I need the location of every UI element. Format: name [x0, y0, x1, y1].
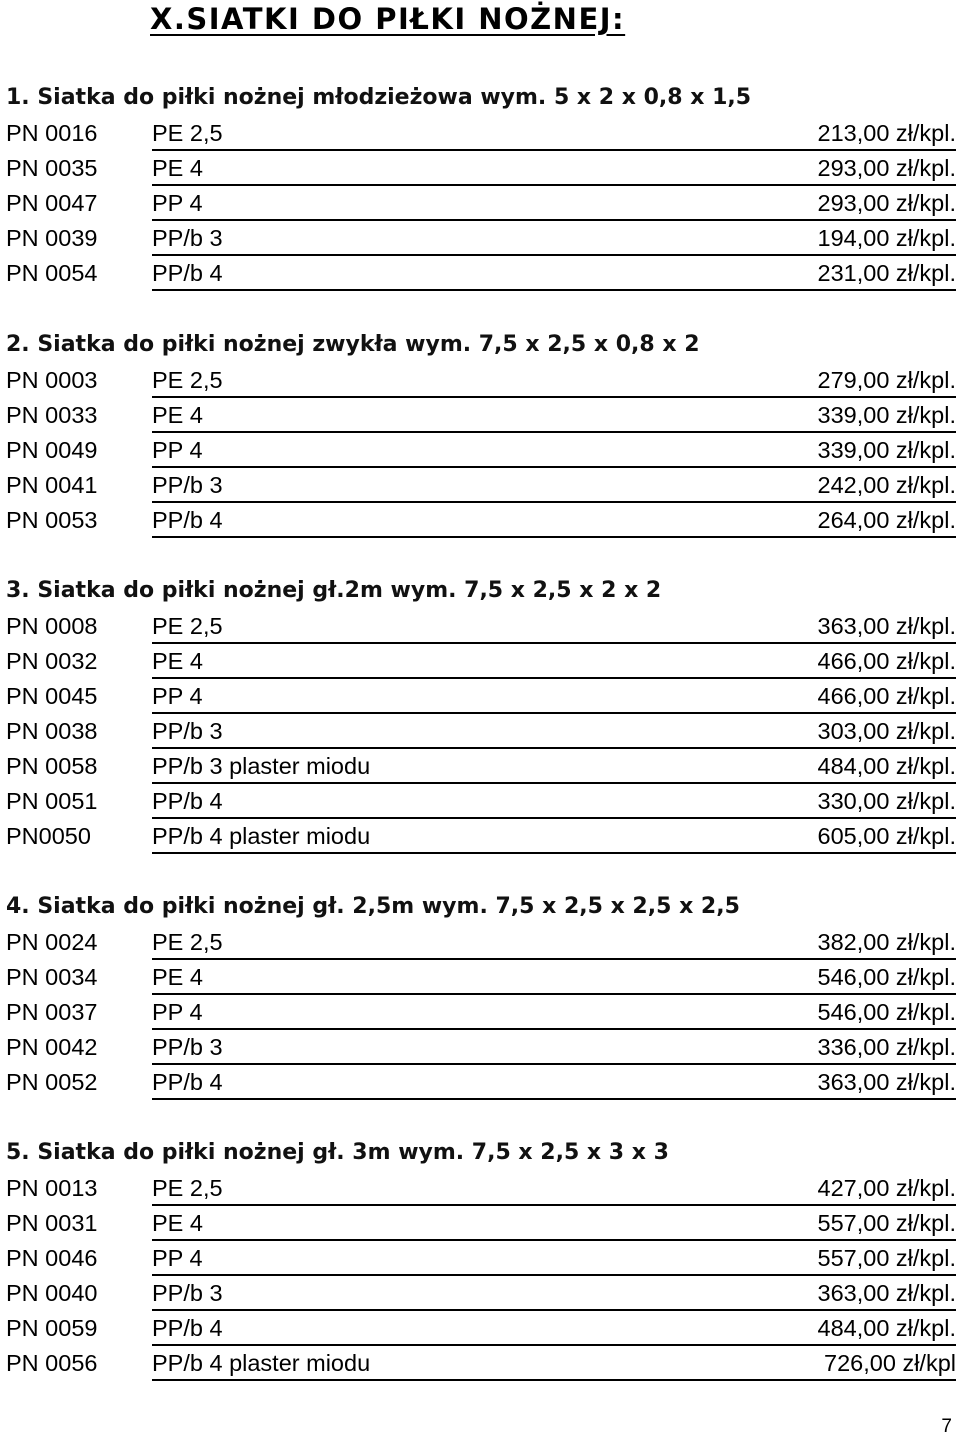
- product-price: 264,00 zł/kpl.: [817, 507, 956, 533]
- price-row: [0, 256, 960, 291]
- product-price: 726,00 zł/kpl: [824, 1350, 956, 1376]
- product-material: PP/b 4: [152, 788, 223, 814]
- product-code: PN 0056: [6, 1350, 98, 1376]
- dotted-line: [152, 714, 956, 749]
- product-code: PN 0013: [6, 1175, 98, 1201]
- dotted-line: [152, 1030, 956, 1065]
- dotted-line: [152, 960, 956, 995]
- dotted-line: [152, 363, 956, 398]
- product-material: PP/b 3: [152, 1034, 223, 1060]
- product-code: PN 0039: [6, 225, 98, 251]
- product-material: PE 4: [152, 648, 203, 674]
- price-row: [0, 503, 960, 538]
- section-heading: 3. Siatka do piłki nożnej gł.2m wym. 7,5 x 2,5 x 2 x 2: [6, 578, 662, 603]
- dotted-line: [152, 1206, 956, 1241]
- product-price: 213,00 zł/kpl.: [817, 120, 956, 146]
- product-material: PE 4: [152, 964, 203, 990]
- dotted-line: [152, 1065, 956, 1100]
- price-row: [0, 1241, 960, 1276]
- product-code: PN 0035: [6, 155, 98, 181]
- section-heading: 4. Siatka do piłki nożnej gł. 2,5m wym. 7,5 x 2,5 x 2,5 x 2,5: [6, 894, 740, 919]
- product-price: 231,00 zł/kpl.: [817, 260, 956, 286]
- price-row: [0, 398, 960, 433]
- product-code: PN 0008: [6, 613, 98, 639]
- product-material: PE 2,5: [152, 613, 223, 639]
- product-material: PE 4: [152, 155, 203, 181]
- dotted-line: [152, 398, 956, 433]
- product-code: PN 0041: [6, 472, 98, 498]
- price-row: [0, 433, 960, 468]
- product-price: 466,00 zł/kpl.: [817, 648, 956, 674]
- section-depth-2-5m: [0, 889, 960, 1100]
- price-row: [0, 468, 960, 503]
- product-price: 194,00 zł/kpl.: [817, 225, 956, 251]
- product-material: PE 4: [152, 1210, 203, 1236]
- price-row: [0, 1065, 960, 1100]
- price-row: [0, 1171, 960, 1206]
- product-material: PP/b 3: [152, 472, 223, 498]
- price-row: [0, 609, 960, 644]
- price-row: [0, 925, 960, 960]
- dotted-line: [152, 1241, 956, 1276]
- product-code: PN 0052: [6, 1069, 98, 1095]
- product-price: 336,00 zł/kpl.: [817, 1034, 956, 1060]
- price-row: [0, 116, 960, 151]
- product-price: 303,00 zł/kpl.: [817, 718, 956, 744]
- product-material: PP/b 3: [152, 718, 223, 744]
- price-row: [0, 679, 960, 714]
- price-row: [0, 1030, 960, 1065]
- dotted-line: [152, 151, 956, 186]
- price-row: [0, 995, 960, 1030]
- product-material: PE 2,5: [152, 929, 223, 955]
- price-row: [0, 221, 960, 256]
- product-price: 427,00 zł/kpl.: [817, 1175, 956, 1201]
- product-price: 557,00 zł/kpl.: [817, 1210, 956, 1236]
- dotted-line: [152, 925, 956, 960]
- section-heading: 2. Siatka do piłki nożnej zwykła wym. 7,5 x 2,5 x 0,8 x 2: [6, 332, 700, 357]
- product-price: 363,00 zł/kpl.: [817, 1069, 956, 1095]
- dotted-line: [152, 644, 956, 679]
- product-code: PN 0058: [6, 753, 98, 779]
- price-row: [0, 784, 960, 819]
- dotted-line: [152, 1171, 956, 1206]
- price-row: [0, 819, 960, 854]
- price-row: [0, 960, 960, 995]
- price-row: [0, 1276, 960, 1311]
- product-material: PP/b 3: [152, 1280, 223, 1306]
- product-code: PN 0045: [6, 683, 98, 709]
- product-code: PN 0032: [6, 648, 98, 674]
- product-code: PN 0054: [6, 260, 98, 286]
- dotted-line: [152, 995, 956, 1030]
- product-price: 330,00 zł/kpl.: [817, 788, 956, 814]
- product-code: PN0050: [6, 823, 91, 849]
- product-price: 382,00 zł/kpl.: [817, 929, 956, 955]
- product-code: PN 0059: [6, 1315, 98, 1341]
- product-code: PN 0016: [6, 120, 98, 146]
- page-number: 7: [941, 1416, 952, 1437]
- product-code: PN 0037: [6, 999, 98, 1025]
- dotted-line: [152, 1346, 956, 1381]
- product-code: PN 0038: [6, 718, 98, 744]
- dotted-line: [152, 468, 956, 503]
- dotted-line: [152, 819, 956, 854]
- section-heading: 1. Siatka do piłki nożnej młodzieżowa wym. 5 x 2 x 0,8 x 1,5: [6, 85, 752, 110]
- product-price: 484,00 zł/kpl.: [817, 1315, 956, 1341]
- product-price: 363,00 zł/kpl.: [817, 1280, 956, 1306]
- product-code: PN 0046: [6, 1245, 98, 1271]
- product-price: 339,00 zł/kpl.: [817, 437, 956, 463]
- price-row: [0, 363, 960, 398]
- product-material: PP/b 4: [152, 260, 223, 286]
- product-price: 242,00 zł/kpl.: [817, 472, 956, 498]
- dotted-line: [152, 186, 956, 221]
- product-material: PP/b 4: [152, 1315, 223, 1341]
- product-price: 279,00 zł/kpl.: [817, 367, 956, 393]
- dotted-line: [152, 609, 956, 644]
- product-price: 605,00 zł/kpl.: [817, 823, 956, 849]
- product-material: PP 4: [152, 437, 203, 463]
- product-material: PE 2,5: [152, 367, 223, 393]
- product-price: 363,00 zł/kpl.: [817, 613, 956, 639]
- product-price: 484,00 zł/kpl.: [817, 753, 956, 779]
- price-row: [0, 749, 960, 784]
- section-youth: [0, 80, 960, 291]
- section-standard: [0, 327, 960, 538]
- product-price: 557,00 zł/kpl.: [817, 1245, 956, 1271]
- product-material: PP/b 4: [152, 507, 223, 533]
- product-material: PE 4: [152, 402, 203, 428]
- dotted-line: [152, 679, 956, 714]
- product-code: PN 0024: [6, 929, 98, 955]
- product-material: PP/b 4: [152, 1069, 223, 1095]
- product-code: PN 0003: [6, 367, 98, 393]
- product-price: 546,00 zł/kpl.: [817, 999, 956, 1025]
- section-depth-3m: [0, 1135, 960, 1381]
- product-code: PN 0051: [6, 788, 98, 814]
- product-material: PE 2,5: [152, 120, 223, 146]
- dotted-line: [152, 784, 956, 819]
- dotted-line: [152, 221, 956, 256]
- price-row: [0, 1311, 960, 1346]
- product-material: PP 4: [152, 999, 203, 1025]
- section-heading: 5. Siatka do piłki nożnej gł. 3m wym. 7,5 x 2,5 x 3 x 3: [6, 1140, 669, 1165]
- price-row: [0, 1206, 960, 1241]
- product-code: PN 0040: [6, 1280, 98, 1306]
- product-price: 546,00 zł/kpl.: [817, 964, 956, 990]
- product-code: PN 0042: [6, 1034, 98, 1060]
- dotted-line: [152, 503, 956, 538]
- product-price: 293,00 zł/kpl.: [817, 190, 956, 216]
- section-depth-2m: [0, 573, 960, 854]
- product-code: PN 0049: [6, 437, 98, 463]
- dotted-line: [152, 433, 956, 468]
- product-code: PN 0053: [6, 507, 98, 533]
- product-material: PP 4: [152, 190, 203, 216]
- product-material: PP/b 3: [152, 225, 223, 251]
- product-material: PE 2,5: [152, 1175, 223, 1201]
- dotted-line: [152, 749, 956, 784]
- dotted-line: [152, 116, 956, 151]
- product-price: 339,00 zł/kpl.: [817, 402, 956, 428]
- product-material: PP/b 4 plaster miodu: [152, 823, 371, 849]
- product-code: PN 0034: [6, 964, 98, 990]
- product-material: PP 4: [152, 683, 203, 709]
- dotted-line: [152, 1276, 956, 1311]
- product-code: PN 0031: [6, 1210, 98, 1236]
- product-material: PP 4: [152, 1245, 203, 1271]
- price-row: [0, 1346, 960, 1381]
- price-row: [0, 714, 960, 749]
- price-row: [0, 644, 960, 679]
- product-price: 293,00 zł/kpl.: [817, 155, 956, 181]
- price-row: [0, 186, 960, 221]
- product-code: PN 0033: [6, 402, 98, 428]
- product-price: 466,00 zł/kpl.: [817, 683, 956, 709]
- page-title: X.SIATKI DO PIŁKI NOŻNEJ:: [150, 2, 626, 36]
- product-material: PP/b 3 plaster miodu: [152, 753, 371, 779]
- dotted-line: [152, 1311, 956, 1346]
- price-row: [0, 151, 960, 186]
- product-code: PN 0047: [6, 190, 98, 216]
- product-material: PP/b 4 plaster miodu: [152, 1350, 371, 1376]
- dotted-line: [152, 256, 956, 291]
